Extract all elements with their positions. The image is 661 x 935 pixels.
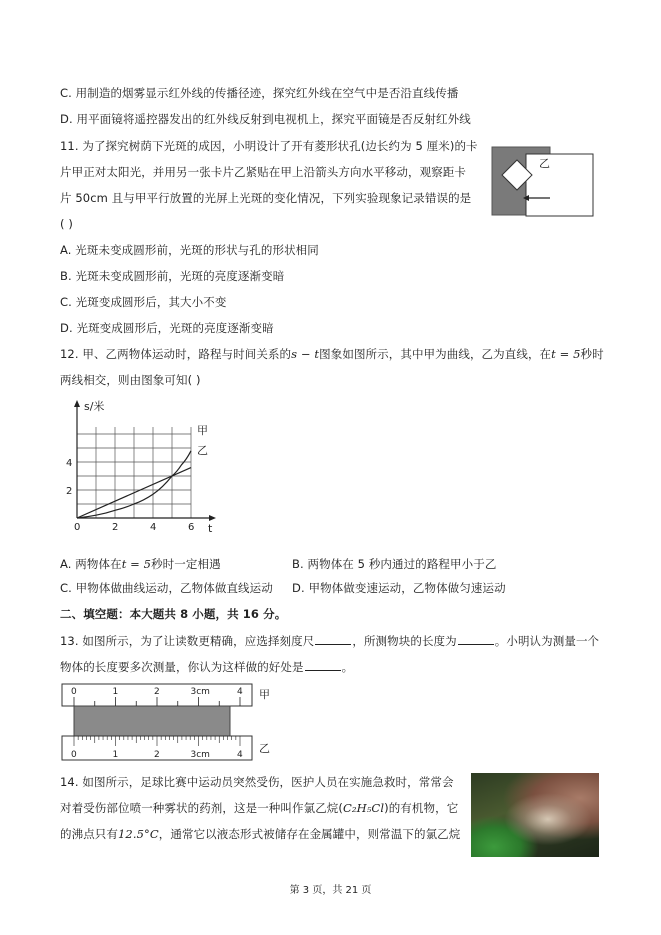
x-tick-label: 0	[74, 522, 81, 533]
ruler-jia-tick-label: 0	[71, 687, 77, 697]
ruler-jia-tick-label: 1	[112, 687, 119, 697]
q11-line-3: 片 50cm 且与甲平行放置的光屏上光斑的变化情况，下列实验现象记录错误的是	[60, 191, 472, 205]
q14-line-3: 的沸点只有12.5°C，通常它以液态形式被储存在金属罐中，则常温下的氯乙烷	[60, 827, 461, 841]
y-tick-label: 4	[66, 458, 73, 469]
option-c-line: C. 用制造的烟雾显示红外线的传播径迹，探究红外线在空气中是否沿直线传播	[60, 86, 459, 100]
ruler-yi-tick-label: 4	[237, 750, 243, 760]
s-t-graph	[60, 398, 220, 538]
ruler-jia-tick-label: 4	[237, 687, 243, 697]
q12-t5-math: t = 5	[551, 347, 581, 361]
y-axis-label: s/米	[84, 400, 105, 413]
ruler-yi-tick-label: 0	[71, 750, 77, 760]
series-jia-label: 甲	[197, 424, 208, 437]
q13-line-1: 13. 如图所示，为了让读数更精确，应选择刻度尺 ，所测物块的长度为 。小明认为测量一个	[60, 634, 600, 648]
q11-option-b: B. 光斑未变成圆形前，光斑的亮度逐渐变暗	[60, 269, 285, 283]
card-figure	[490, 145, 598, 219]
x-axis-label: t	[208, 522, 213, 535]
x-tick-label: 6	[188, 522, 195, 533]
first-aid-photo	[471, 773, 599, 857]
section-heading: 二、填空题：本大题共 8 小题，共 16 分。	[60, 607, 287, 621]
ruler-jia-label: 甲	[259, 688, 270, 701]
q14-line-2: 对着受伤部位喷一种雾状的药剂，这是一种叫作氯乙烷(C₂H₅Cl)的有机物，它	[60, 801, 459, 815]
answer-blank-2	[458, 632, 494, 645]
y-tick-label: 2	[66, 486, 73, 497]
q12-line-1: 12. 甲、乙两物体运动时，路程与时间关系的s − t图象如图所示，其中甲为曲线，乙为直线，在t = 5秒时	[60, 347, 604, 361]
q11-line-1: 11. 为了探究树荫下光斑的成因，小明设计了开有菱形状孔(边长约为 5 厘米)的卡	[60, 139, 478, 153]
card-yi-label: 乙	[539, 157, 550, 170]
page-footer: 第 3 页，共 21 页	[289, 885, 372, 896]
q12-option-a: A. 两物体在t = 5秒时一定相遇	[60, 557, 221, 571]
series-yi-label: 乙	[197, 444, 208, 457]
card-yi	[526, 154, 593, 216]
q11-answer-paren: ( )	[60, 217, 73, 231]
q12-line-2: 两线相交，则由图象可知( )	[60, 373, 201, 387]
measured-block	[74, 706, 230, 736]
q12-st-math: s − t	[291, 347, 320, 361]
ruler-yi-tick-label: 1	[112, 750, 119, 760]
y-axis-arrow-icon	[74, 400, 80, 407]
graph-axes	[74, 400, 216, 521]
ruler-yi-tick-label: 3cm	[190, 750, 210, 760]
q12-option-c: C. 甲物体做曲线运动，乙物体做直线运动	[60, 581, 273, 595]
x-tick-label: 4	[150, 522, 157, 533]
rulers-figure	[60, 682, 280, 764]
q11-option-a: A. 光斑未变成圆形前，光斑的形状与孔的形状相同	[60, 243, 319, 257]
x-tick-label: 2	[112, 522, 119, 533]
q14-line-1: 14. 如图所示，足球比赛中运动员突然受伤，医护人员在实施急救时，常常会	[60, 775, 454, 789]
option-d-line: D. 用平面镜将遥控器发出的红外线反射到电视机上，探究平面镜是否反射红外线	[60, 112, 471, 126]
q11-option-d: D. 光斑变成圆形后，光斑的亮度逐渐变暗	[60, 321, 274, 335]
answer-blank-1	[315, 632, 351, 645]
ruler-yi-label: 乙	[259, 742, 270, 755]
q12-option-b: B. 两物体在 5 秒内通过的路程甲小于乙	[292, 557, 497, 571]
ruler-jia-tick-label: 3cm	[190, 687, 210, 697]
ruler-jia-tick-label: 2	[154, 687, 160, 697]
q13-line-2: 物体的长度要多次测量，你认为这样做的好处是 。	[60, 660, 354, 674]
x-axis-arrow-icon	[209, 515, 216, 521]
answer-blank-3	[305, 658, 341, 671]
ruler-yi-tick-label: 2	[154, 750, 160, 760]
q12-option-d: D. 甲物体做变速运动，乙物体做匀速运动	[292, 581, 506, 595]
q11-line-2: 片甲正对太阳光，并用另一张卡片乙紧贴在甲上沿箭头方向水平移动，观察距卡	[60, 165, 466, 179]
q11-option-c: C. 光斑变成圆形后，其大小不变	[60, 295, 227, 309]
